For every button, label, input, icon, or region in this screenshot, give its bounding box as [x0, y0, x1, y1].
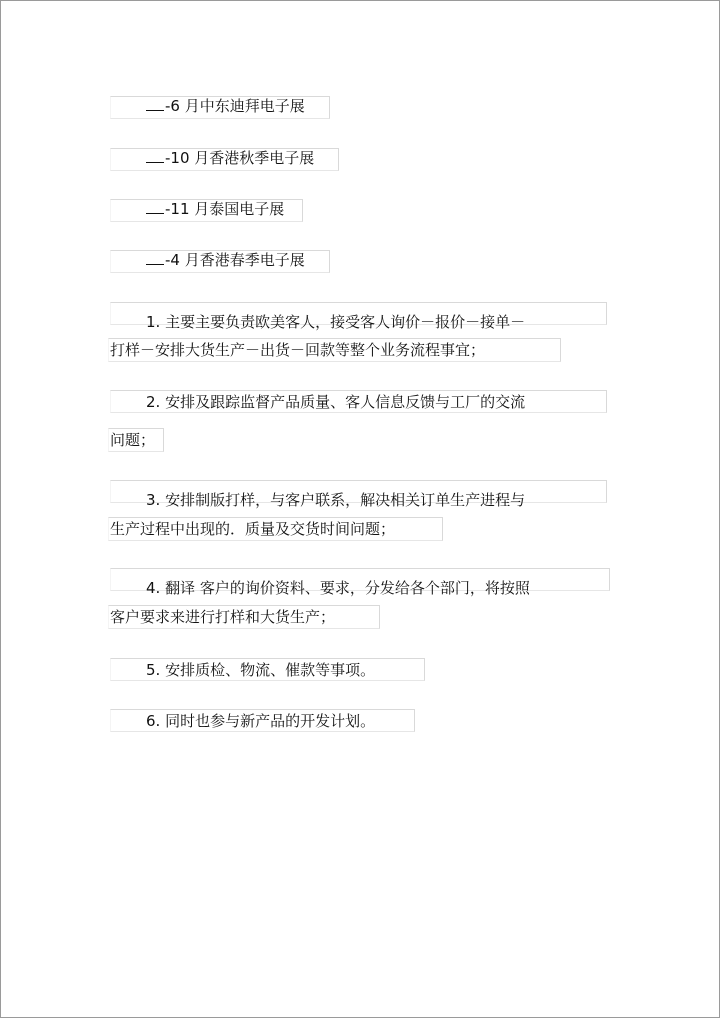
- exhibition-text: -10 月香港秋季电子展: [165, 149, 315, 167]
- exhibition-text: -6 月中东迪拜电子展: [165, 97, 305, 115]
- duty-item-line: 5. 安排质检、物流、催款等事项。: [146, 661, 376, 679]
- duty-item-line: 打样－安排大货生产－出货－回款等整个业务流程事宜；: [110, 341, 486, 359]
- duty-item-line: 6. 同时也参与新产品的开发计划。: [146, 712, 376, 730]
- exhibition-item: [146, 146, 314, 170]
- blank-underline: [146, 250, 164, 265]
- duty-item-line: 客户要求来进行打样和大货生产；: [110, 608, 336, 626]
- duty-item-line: 问题；: [110, 431, 156, 449]
- exhibition-item: [146, 248, 305, 272]
- duty-item-line: 生产过程中出现的．质量及交货时间问题；: [110, 520, 396, 538]
- exhibition-text: -4 月香港春季电子展: [165, 251, 305, 269]
- duty-item-line: 2. 安排及跟踪监督产品质量、客人信息反馈与工厂的交流: [146, 393, 526, 411]
- exhibition-item: [146, 197, 284, 221]
- exhibition-item: [146, 94, 305, 118]
- duty-item-line: 1. 主要主要负责欧美客人，接受客人询价－报价－接单－: [146, 313, 526, 331]
- duty-item-line: 4. 翻译 客户的询价资料、要求，分发给各个部门，将按照: [146, 579, 530, 597]
- blank-underline: [146, 148, 164, 163]
- blank-underline: [146, 199, 164, 214]
- exhibition-text: -11 月泰国电子展: [165, 200, 285, 218]
- blank-underline: [146, 96, 164, 111]
- duty-item-line: 3. 安排制版打样，与客户联系，解决相关订单生产进程与: [146, 491, 526, 509]
